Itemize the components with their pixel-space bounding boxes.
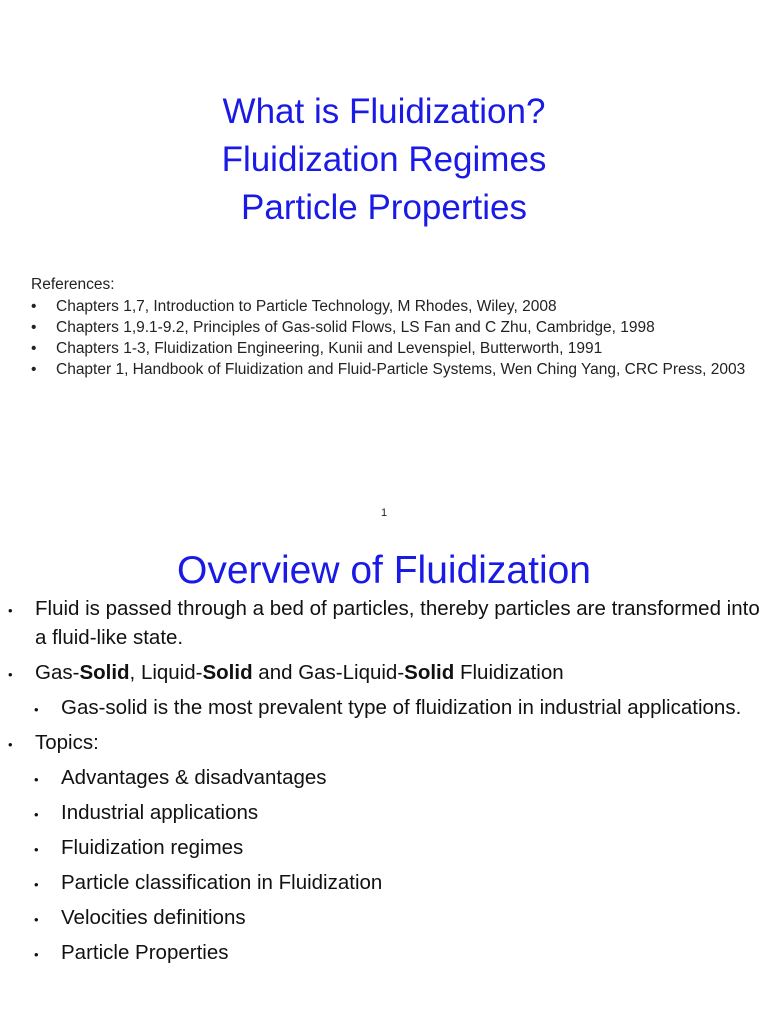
bullet-icon: • (34, 877, 39, 892)
reference-item (31, 338, 761, 359)
bullet-text: Gas-solid is the most prevalent type of fluidization in industrial applications. (61, 696, 742, 719)
bullet-icon: • (34, 807, 39, 822)
bold-text-run: Solid (202, 661, 253, 684)
topic-item (0, 798, 768, 827)
reference-item (31, 296, 761, 317)
reference-text: Chapter 1, Handbook of Fluidization and Fluid-Particle Systems, Wen Ching Yang, CRC Press, 2003 (56, 361, 746, 378)
topic-item (0, 763, 768, 792)
bullet-text: Topics: (35, 731, 99, 754)
text-run: and Gas-Liquid- (252, 661, 405, 684)
slide-1-title (0, 88, 768, 232)
topic-text: Fluidization regimes (61, 836, 244, 859)
reference-item (31, 359, 761, 380)
topic-text: Velocities definitions (61, 906, 246, 929)
topic-item (0, 868, 768, 897)
reference-item (31, 317, 761, 338)
bullet-icon: • (31, 340, 37, 357)
text-run: Gas- (35, 661, 80, 684)
page-number: 1 (380, 507, 388, 519)
bullet-text: Fluid is passed through a bed of particles, thereby particles are transformed into a fluid-like state. (35, 597, 760, 649)
topic-text: Advantages & disadvantages (61, 766, 327, 789)
topic-text: Particle classification in Fluidization (61, 871, 383, 894)
reference-text: Chapters 1,7, Introduction to Particle Technology, M Rhodes, Wiley, 2008 (56, 298, 557, 315)
bullet-icon: • (8, 737, 13, 752)
title-line-1: What is Fluidization? (222, 92, 546, 131)
references-label: References: (31, 276, 115, 293)
reference-text: Chapters 1-3, Fluidization Engineering, Kunii and Levenspiel, Butterworth, 1991 (56, 340, 603, 357)
bullet-icon: • (8, 667, 13, 682)
slide-2-title: Overview of Fluidization (177, 549, 591, 592)
bullet-item (0, 728, 768, 757)
text-run: , Liquid- (129, 661, 203, 684)
reference-text: Chapters 1,9.1-9.2, Principles of Gas-solid Flows, LS Fan and C Zhu, Cambridge, 1998 (56, 319, 655, 336)
references-list (31, 296, 761, 380)
text-run: Fluidization (454, 661, 564, 684)
topic-text: Particle Properties (61, 941, 229, 964)
bold-text-run: Solid (79, 661, 130, 684)
topic-text: Industrial applications (61, 801, 259, 824)
bullet-icon: • (8, 603, 13, 618)
bullet-icon: • (34, 947, 39, 962)
bullet-icon: • (34, 702, 39, 717)
bullet-icon: • (31, 298, 37, 315)
slide-2 (0, 530, 768, 1024)
bullet-item (0, 658, 768, 687)
sub-bullet-item (0, 693, 768, 722)
bullet-icon: • (34, 772, 39, 787)
topic-item (0, 833, 768, 862)
topic-item (0, 903, 768, 932)
title-line-2: Fluidization Regimes (221, 140, 547, 179)
bullet-icon: • (31, 361, 37, 378)
bullet-icon: • (34, 912, 39, 927)
bullet-icon: • (31, 319, 37, 336)
bullet-text (35, 661, 564, 684)
overview-bullets (0, 594, 768, 973)
bullet-item (0, 594, 768, 652)
bold-text-run: Solid (404, 661, 455, 684)
bullet-icon: • (34, 842, 39, 857)
references-section (31, 274, 761, 380)
topic-item (0, 938, 768, 967)
title-line-3: Particle Properties (241, 188, 527, 227)
